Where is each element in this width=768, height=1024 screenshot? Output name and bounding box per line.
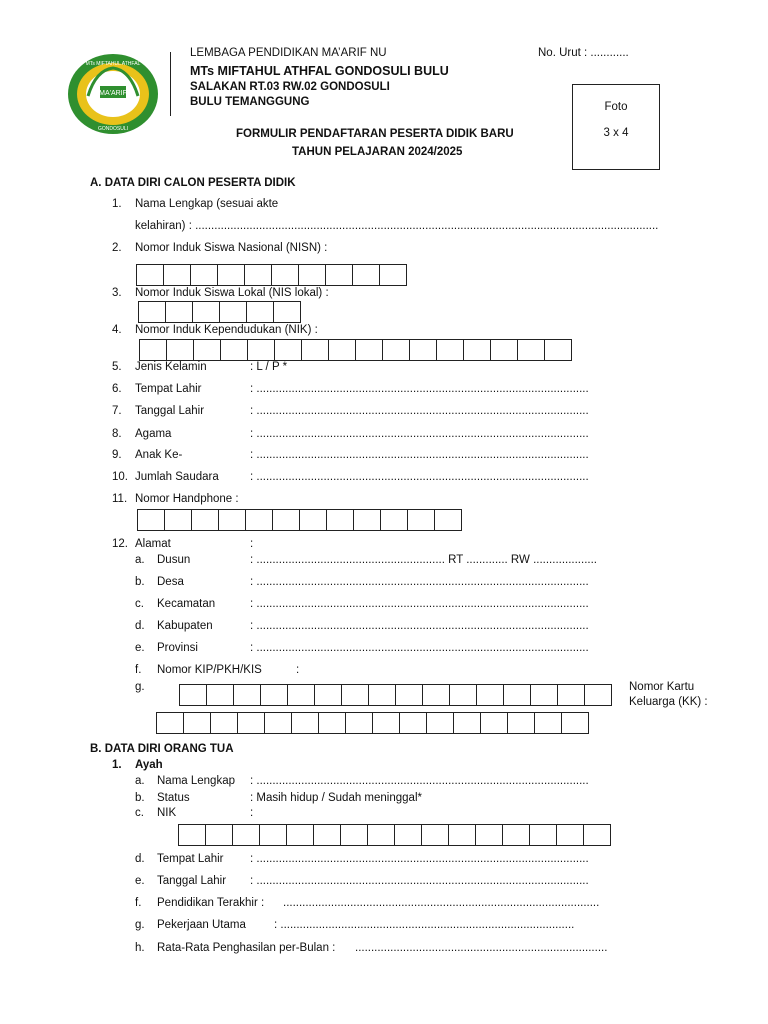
field-11-number: 11. bbox=[112, 493, 128, 505]
father-nik-colon: : bbox=[250, 807, 254, 819]
regency-label: Kabupaten bbox=[157, 620, 213, 632]
digit-box[interactable] bbox=[372, 712, 400, 734]
digit-box[interactable] bbox=[345, 712, 373, 734]
nik-label: Nomor Induk Kependudukan (NIK) : bbox=[135, 324, 318, 336]
gender-label: Jenis Kelamin bbox=[135, 361, 207, 373]
digit-box[interactable] bbox=[448, 824, 476, 846]
father-b-letter: b. bbox=[135, 792, 145, 804]
photo-box bbox=[572, 84, 660, 170]
field-10-number: 10. bbox=[112, 471, 128, 483]
birthdate-field[interactable]: : ........................................................................................................ bbox=[250, 405, 589, 417]
father-birthplace-label: Tempat Lahir bbox=[157, 853, 224, 865]
digit-box[interactable] bbox=[272, 509, 300, 531]
digit-box[interactable] bbox=[318, 712, 346, 734]
nis-label: Nomor Induk Siswa Lokal (NIS lokal) : bbox=[135, 287, 329, 299]
school-name: MTs MIFTAHUL ATHFAL GONDOSULI BULU bbox=[190, 64, 449, 78]
digit-box[interactable] bbox=[190, 264, 218, 286]
digit-box[interactable] bbox=[353, 509, 381, 531]
digit-box[interactable] bbox=[136, 264, 164, 286]
father-status-label: Status bbox=[157, 792, 190, 804]
digit-box[interactable] bbox=[368, 684, 396, 706]
village-label: Desa bbox=[157, 576, 184, 588]
birthdate-label: Tanggal Lahir bbox=[135, 405, 205, 417]
digit-box[interactable] bbox=[298, 264, 326, 286]
field-3-number: 3. bbox=[112, 287, 122, 299]
digit-box[interactable] bbox=[286, 824, 314, 846]
father-d-letter: d. bbox=[135, 853, 145, 865]
digit-box[interactable] bbox=[534, 712, 562, 734]
digit-box[interactable] bbox=[247, 339, 275, 361]
digit-box[interactable] bbox=[313, 824, 341, 846]
child-order-label: Anak Ke- bbox=[135, 449, 183, 461]
digit-box[interactable] bbox=[556, 824, 584, 846]
digit-box[interactable] bbox=[164, 509, 192, 531]
religion-field[interactable]: : ........................................................................................................ bbox=[250, 428, 589, 440]
father-occupation-label: Pekerjaan Utama bbox=[157, 919, 246, 931]
digit-box[interactable] bbox=[379, 264, 407, 286]
nis-input-boxes[interactable] bbox=[138, 301, 301, 323]
digit-box[interactable] bbox=[192, 301, 220, 323]
field-12-number: 12. bbox=[112, 538, 128, 550]
digit-box[interactable] bbox=[490, 339, 518, 361]
father-income-label: Rata-Rata Penghasilan per-Bulan : bbox=[157, 942, 336, 954]
father-name-field[interactable]: : ........................................................................................................ bbox=[250, 775, 589, 787]
digit-box[interactable] bbox=[183, 712, 211, 734]
digit-box[interactable] bbox=[274, 339, 302, 361]
kk-input-boxes[interactable] bbox=[156, 712, 589, 734]
address-d-letter: d. bbox=[135, 620, 145, 632]
digit-box[interactable] bbox=[355, 339, 383, 361]
nisn-label: Nomor Induk Siswa Nasional (NISN) : bbox=[135, 242, 328, 254]
father-birthdate-field[interactable]: : ........................................................................................................ bbox=[250, 875, 589, 887]
digit-box[interactable] bbox=[259, 824, 287, 846]
digit-box[interactable] bbox=[271, 264, 299, 286]
digit-box[interactable] bbox=[449, 684, 477, 706]
father-occupation-field[interactable]: : ............................................................................................ bbox=[274, 919, 575, 931]
digit-box[interactable] bbox=[220, 339, 248, 361]
logo-bottom-text: GONDOSULI bbox=[97, 126, 129, 132]
field-9-number: 9. bbox=[112, 449, 122, 461]
digit-box[interactable] bbox=[165, 301, 193, 323]
full-name-field[interactable]: kelahiran) : ................................................................................................................................................. bbox=[135, 220, 659, 232]
digit-box[interactable] bbox=[352, 264, 380, 286]
digit-box[interactable] bbox=[260, 684, 288, 706]
father-a-letter: a. bbox=[135, 775, 145, 787]
digit-box[interactable] bbox=[480, 712, 508, 734]
digit-box[interactable] bbox=[475, 824, 503, 846]
phone-label: Nomor Handphone : bbox=[135, 493, 239, 505]
nisn-input-boxes[interactable] bbox=[136, 264, 407, 286]
section-a-title: A. DATA DIRI CALON PESERTA DIDIK bbox=[90, 177, 296, 189]
digit-box[interactable] bbox=[326, 509, 354, 531]
father-status-field[interactable]: : Masih hidup / Sudah meninggal* bbox=[250, 792, 422, 804]
digit-box[interactable] bbox=[246, 301, 274, 323]
digit-box[interactable] bbox=[394, 824, 422, 846]
digit-box[interactable] bbox=[328, 339, 356, 361]
digit-box[interactable] bbox=[426, 712, 454, 734]
digit-box[interactable] bbox=[422, 684, 450, 706]
full-name-label: Nama Lengkap (sesuai akte bbox=[135, 198, 279, 210]
serial-number: No. Urut : ............ bbox=[538, 47, 629, 59]
father-c-letter: c. bbox=[135, 807, 144, 819]
digit-box[interactable] bbox=[340, 824, 368, 846]
digit-box[interactable] bbox=[561, 712, 589, 734]
digit-box[interactable] bbox=[407, 509, 435, 531]
digit-box[interactable] bbox=[409, 339, 437, 361]
field-8-number: 8. bbox=[112, 428, 122, 440]
father-education-label: Pendidikan Terakhir : bbox=[157, 897, 265, 909]
birthplace-field[interactable]: : ........................................................................................................ bbox=[250, 383, 589, 395]
digit-box[interactable] bbox=[380, 509, 408, 531]
kk-letter: g. bbox=[135, 681, 145, 693]
field-6-number: 6. bbox=[112, 383, 122, 395]
digit-box[interactable] bbox=[264, 712, 292, 734]
photo-size: 3 x 4 bbox=[603, 127, 629, 139]
digit-box[interactable] bbox=[382, 339, 410, 361]
digit-box[interactable] bbox=[218, 509, 246, 531]
digit-box[interactable] bbox=[507, 712, 535, 734]
kk-label-line2: Keluarga (KK) : bbox=[629, 696, 708, 708]
address-c-letter: c. bbox=[135, 598, 144, 610]
digit-box[interactable] bbox=[210, 712, 238, 734]
digit-box[interactable] bbox=[584, 684, 612, 706]
digit-box[interactable] bbox=[179, 684, 207, 706]
digit-box[interactable] bbox=[217, 264, 245, 286]
digit-box[interactable] bbox=[325, 264, 353, 286]
kip-letter: f. bbox=[135, 664, 142, 676]
address-e-letter: e. bbox=[135, 642, 145, 654]
village-field[interactable]: : ........................................................................................................ bbox=[250, 576, 589, 588]
digit-box[interactable] bbox=[138, 301, 166, 323]
digit-box[interactable] bbox=[206, 684, 234, 706]
digit-box[interactable] bbox=[163, 264, 191, 286]
form-title: FORMULIR PENDAFTARAN PESERTA DIDIK BARU bbox=[236, 128, 514, 140]
digit-box[interactable] bbox=[399, 712, 427, 734]
digit-box[interactable] bbox=[178, 824, 206, 846]
regency-field[interactable]: : ........................................................................................................ bbox=[250, 620, 589, 632]
digit-box[interactable] bbox=[434, 509, 462, 531]
school-city: BULU TEMANGGUNG bbox=[190, 96, 310, 108]
field-5-number: 5. bbox=[112, 361, 122, 373]
father-e-letter: e. bbox=[135, 875, 145, 887]
digit-box[interactable] bbox=[463, 339, 491, 361]
hamlet-label: Dusun bbox=[157, 554, 191, 566]
father-nik-label: NIK bbox=[157, 807, 177, 819]
digit-box[interactable] bbox=[544, 339, 572, 361]
digit-box[interactable] bbox=[453, 712, 481, 734]
digit-box[interactable] bbox=[503, 684, 531, 706]
father-heading: Ayah bbox=[135, 759, 163, 771]
school-address: SALAKAN RT.03 RW.02 GONDOSULI bbox=[190, 81, 390, 93]
digit-box[interactable] bbox=[237, 712, 265, 734]
father-birthplace-field[interactable]: : ........................................................................................................ bbox=[250, 853, 589, 865]
digit-box[interactable] bbox=[233, 684, 261, 706]
digit-box[interactable] bbox=[205, 824, 233, 846]
digit-box[interactable] bbox=[341, 684, 369, 706]
school-logo bbox=[66, 52, 160, 136]
father-nik-input-boxes[interactable] bbox=[178, 824, 611, 846]
field-4-number: 4. bbox=[112, 324, 122, 336]
logo-center-text: MA'ARIF bbox=[99, 90, 127, 97]
digit-box[interactable] bbox=[191, 509, 219, 531]
digit-box[interactable] bbox=[156, 712, 184, 734]
institution-name: LEMBAGA PENDIDIKAN MA’ARIF NU bbox=[190, 47, 387, 59]
address-a-letter: a. bbox=[135, 554, 145, 566]
hamlet-rt-rw-field[interactable]: : ........................................................... RT ............. RW .................... bbox=[250, 554, 597, 566]
field-7-number: 7. bbox=[112, 405, 122, 417]
father-g-letter: g. bbox=[135, 919, 145, 931]
digit-box[interactable] bbox=[299, 509, 327, 531]
section-b-title: B. DATA DIRI ORANG TUA bbox=[90, 743, 234, 755]
photo-label: Foto bbox=[604, 101, 628, 113]
digit-box[interactable] bbox=[245, 509, 273, 531]
province-field[interactable]: : ........................................................................................................ bbox=[250, 642, 589, 654]
father-name-label: Nama Lengkap bbox=[157, 775, 235, 787]
district-field[interactable]: : ........................................................................................................ bbox=[250, 598, 589, 610]
province-label: Provinsi bbox=[157, 642, 198, 654]
digit-box[interactable] bbox=[367, 824, 395, 846]
kip-input-boxes[interactable] bbox=[179, 684, 612, 706]
nik-input-boxes[interactable] bbox=[139, 339, 572, 361]
father-number: 1. bbox=[112, 759, 122, 771]
field-2-number: 2. bbox=[112, 242, 122, 254]
digit-box[interactable] bbox=[137, 509, 165, 531]
digit-box[interactable] bbox=[421, 824, 449, 846]
digit-box[interactable] bbox=[529, 824, 557, 846]
digit-box[interactable] bbox=[193, 339, 221, 361]
father-income-field[interactable]: ............................................................................... bbox=[355, 942, 608, 954]
header-divider bbox=[170, 52, 171, 116]
father-education-field[interactable]: ................................................................................................... bbox=[283, 897, 600, 909]
district-label: Kecamatan bbox=[157, 598, 216, 610]
digit-box[interactable] bbox=[436, 339, 464, 361]
address-b-letter: b. bbox=[135, 576, 145, 588]
logo-ring-text: MTs MIFTAHUL ATHFAL bbox=[85, 61, 141, 67]
child-order-field[interactable]: : ........................................................................................................ bbox=[250, 449, 589, 461]
digit-box[interactable] bbox=[301, 339, 329, 361]
digit-box[interactable] bbox=[314, 684, 342, 706]
siblings-field[interactable]: : ........................................................................................................ bbox=[250, 471, 589, 483]
digit-box[interactable] bbox=[395, 684, 423, 706]
father-f-letter: f. bbox=[135, 897, 142, 909]
address-label: Alamat bbox=[135, 538, 171, 550]
birthplace-label: Tempat Lahir bbox=[135, 383, 202, 395]
field-1-number: 1. bbox=[112, 198, 122, 210]
digit-box[interactable] bbox=[166, 339, 194, 361]
academic-year: TAHUN PELAJARAN 2024/2025 bbox=[292, 146, 463, 158]
father-birthdate-label: Tanggal Lahir bbox=[157, 875, 227, 887]
digit-box[interactable] bbox=[517, 339, 545, 361]
digit-box[interactable] bbox=[232, 824, 260, 846]
digit-box[interactable] bbox=[502, 824, 530, 846]
digit-box[interactable] bbox=[273, 301, 301, 323]
kk-label-line1: Nomor Kartu bbox=[629, 681, 695, 693]
digit-box[interactable] bbox=[530, 684, 558, 706]
digit-box[interactable] bbox=[244, 264, 272, 286]
kip-colon: : bbox=[296, 664, 300, 676]
digit-box[interactable] bbox=[291, 712, 319, 734]
digit-box[interactable] bbox=[557, 684, 585, 706]
address-colon: : bbox=[250, 538, 254, 550]
digit-box[interactable] bbox=[219, 301, 247, 323]
religion-label: Agama bbox=[135, 428, 172, 440]
phone-input-boxes[interactable] bbox=[137, 509, 462, 531]
siblings-label: Jumlah Saudara bbox=[135, 471, 219, 483]
father-h-letter: h. bbox=[135, 942, 145, 954]
kip-label: Nomor KIP/PKH/KIS bbox=[157, 664, 262, 676]
digit-box[interactable] bbox=[139, 339, 167, 361]
digit-box[interactable] bbox=[583, 824, 611, 846]
digit-box[interactable] bbox=[476, 684, 504, 706]
gender-field[interactable]: : L / P * bbox=[250, 361, 288, 373]
digit-box[interactable] bbox=[287, 684, 315, 706]
